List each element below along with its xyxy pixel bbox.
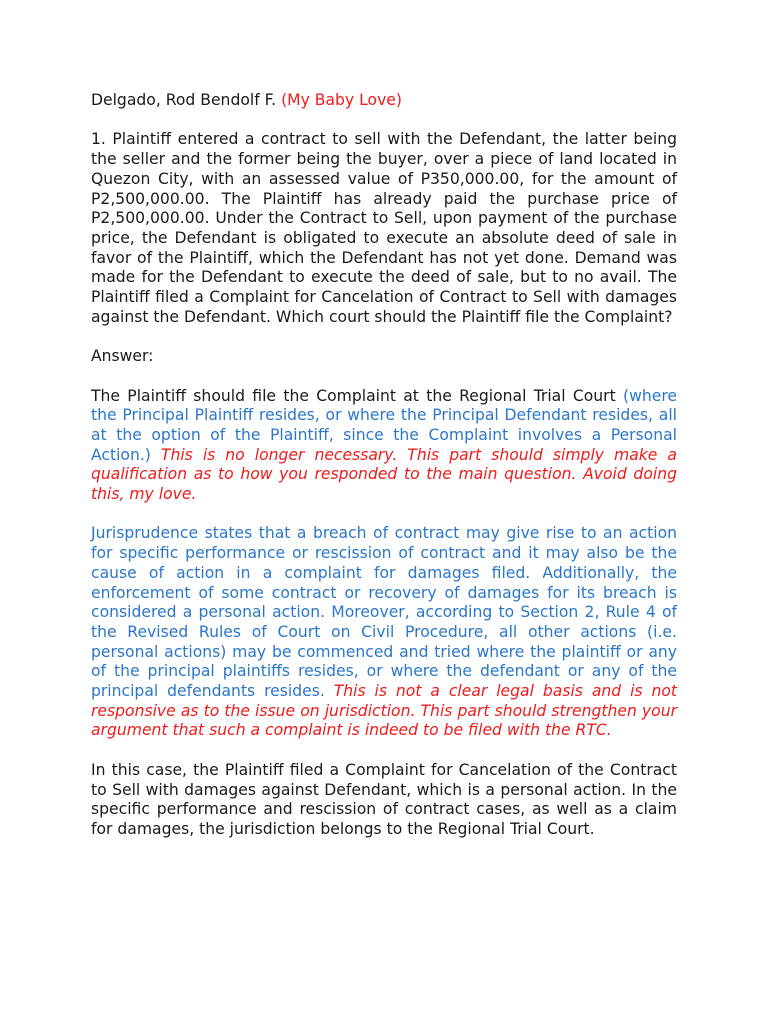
question-paragraph: 1. Plaintiff entered a contract to sell with the Defendant, the latter being the seller and the former being the buyer, over a piece of land located in Quezon City, with an assessed value of P350,000.00, for the amount of P2,500,000.00. The Plaintiff has already paid the purchase price of P2,500,000.00. Under the Contract to Sell, upon payment of the purchase price, the Defendant is obligated to execute an absolute deed of sale in favor of the Plaintiff, which the Defendant has not yet done. Demand was made for the Defendant to execute the deed of sale, but to no avail. The Plaintiff filed a Complaint for Cancelation of Contract to Sell with damages against the Defendant. Which court should the Plaintiff file the Complaint? bbox=[91, 130, 677, 326]
answer-paragraph-2 bbox=[91, 524, 677, 741]
answer-main-text: The Plaintiff should file the Complaint at the Regional Trial Court bbox=[91, 386, 624, 405]
reviewer-comment: This is no longer necessary. This part should simply make a qualification as to how you responded to the main question. Avoid doing this, my love. bbox=[91, 445, 677, 504]
author-note: (My Baby Love) bbox=[281, 91, 402, 109]
answer-paragraph-1 bbox=[91, 387, 677, 505]
author-name: Delgado, Rod Bendolf F. bbox=[91, 91, 277, 109]
answer-label: Answer: bbox=[91, 347, 154, 366]
blue-annotation: (where the Principal Plaintiff resides, or where the Principal Defendant resides, all at the option of the Plaintiff, since the Complaint involves a Personal Action.) bbox=[91, 386, 677, 464]
answer-paragraph-3: In this case, the Plaintiff filed a Complaint for Cancelation of the Contract to Sell with damages against Defendant, which is a personal action. In the specific performance and rescission of contract cases, as well as a claim for damages, the jurisdiction belongs to the Regional Trial Court. bbox=[91, 760, 677, 838]
blue-annotation: Jurisprudence states that a breach of contract may give rise to an action for specific performance or rescission of contract and it may also be the cause of action in a complaint for damages filed. Additionally, the enforcement of some contract or recovery of damages for its breach is considered a personal action. Moreover, according to Section 2, Rule 4 of the Revised Rules of Court on Civil Procedure, all other actions (i.e. personal actions) may be commenced and tried where the plaintiff or any of the principal plaintiffs resides, or where the defendant or any of the principal defendants resides. bbox=[91, 524, 677, 701]
document-page bbox=[91, 91, 677, 859]
author-line bbox=[91, 91, 677, 111]
reviewer-comment: This is not a clear legal basis and is not responsive as to the issue on jurisdiction. This part should strengthen your argument that such a complaint is indeed to be filed with the RTC. bbox=[91, 682, 678, 740]
